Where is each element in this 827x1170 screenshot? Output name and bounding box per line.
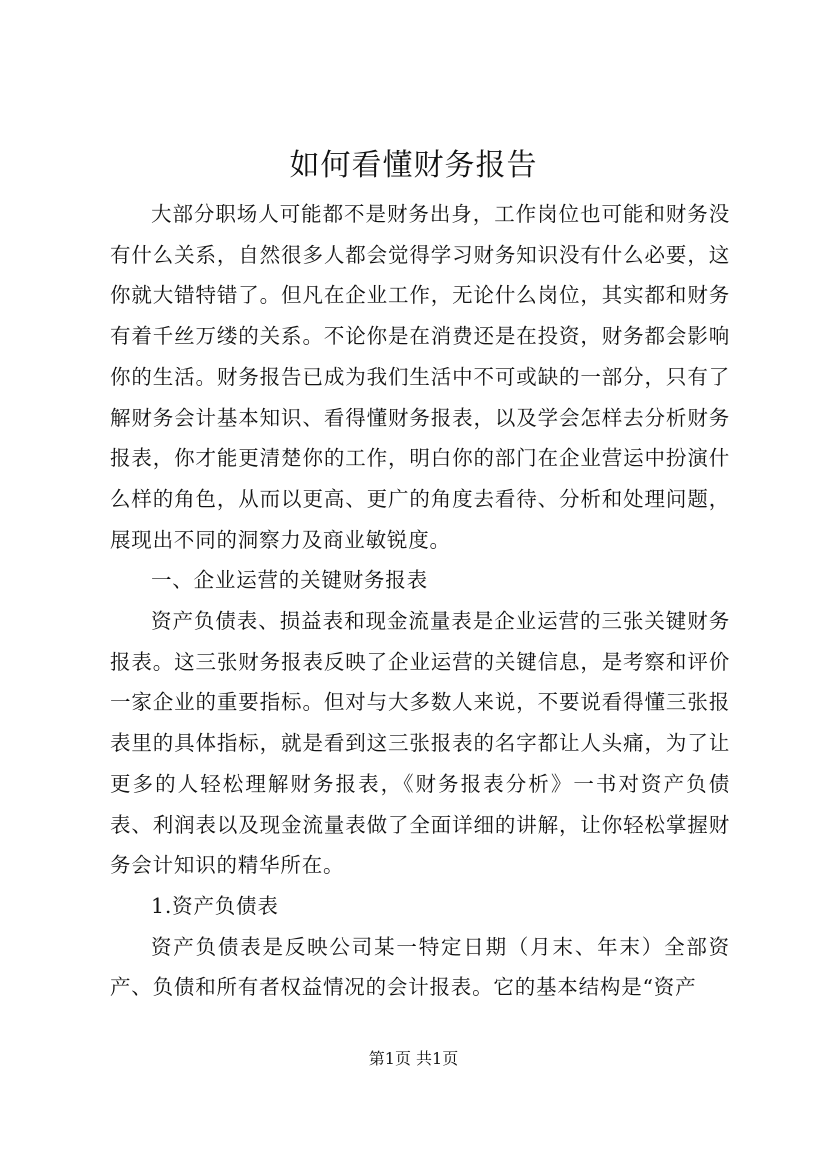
subsection-heading: 1.资产负债表 xyxy=(151,893,279,918)
document-title: 如何看懂财务报告 xyxy=(289,148,538,183)
paragraph: 资产负债表是反映公司某一特定日期（月末、年末）全部资产、负债和所有者权益情况的会计报表。它的基本结构是“资产 xyxy=(110,934,730,1000)
page-footer: 第1页 共1页 xyxy=(368,1049,459,1068)
paragraph: 大部分职场人可能都不是财务出身，工作岗位也可能和财务没有什么关系，自然很多人都会觉得学习财务知识没有什么必要，这你就大错特错了。但凡在企业工作，无论什么岗位，其实都和财务有着千丝万缕的关系。不论你是在消费还是在投资，财务都会影响你的生活。财务报告已成为我们生活中不可或缺的一部分，只有了解财务会计基本知识、看得懂财务报表，以及学会怎样去分析财务报表，你才能更清楚你的工作，明白你的部门在企业营运中扮演什么样的角色，从而以更高、更广的角度去看待、分析和处理问题，展现出不同的洞察力及商业敏锐度。 xyxy=(110,202,730,552)
section-heading: 一、企业运营的关键财务报表 xyxy=(151,568,428,593)
paragraph: 资产负债表、损益表和现金流量表是企业运营的三张关键财务报表。这三张财务报表反映了企业运营的关键信息，是考察和评价一家企业的重要指标。但对与大多数人来说，不要说看得懂三张报表里的具体指标，就是看到这三张报表的名字都让人头痛，为了让更多的人轻松理解财务报表，《财务报表分析》一书对资产负债表、利润表以及现金流量表做了全面详细的讲解，让你轻松掌握财务会计知识的精华所在。 xyxy=(110,609,730,878)
document-body xyxy=(110,194,730,1008)
